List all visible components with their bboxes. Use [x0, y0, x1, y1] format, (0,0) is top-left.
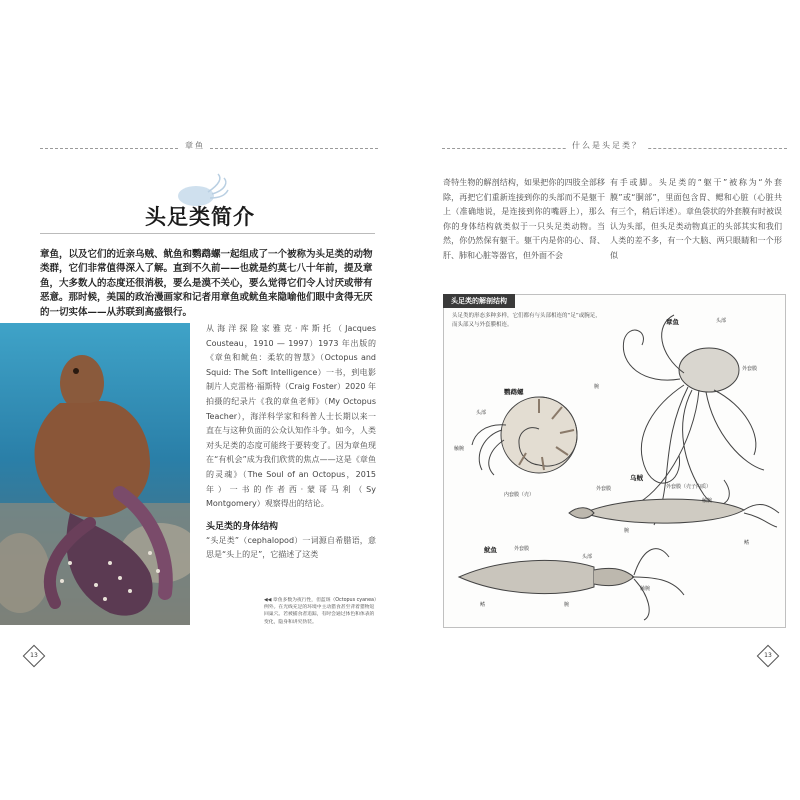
squid-label-fin: 鳍	[480, 602, 486, 608]
squid-label-tentacle: 触腕	[640, 586, 651, 592]
right-page	[400, 0, 800, 800]
octopus-name: 章鱼	[666, 318, 679, 326]
running-header: 章鱼	[180, 140, 210, 151]
octopus-label-arm: 腕	[594, 384, 600, 390]
photo-caption	[264, 597, 379, 626]
squid-name: 鱿鱼	[484, 546, 497, 554]
body-column-1: 奇特生物的解剖结构，如果把你的四肢全部移除，再把它们重新连接到你的头部而不是躯干上（准确地说，是连接到你的嘴唇上），那么你的身体结构就类似于一只头足类动物。当然，你仍然保有躯干。躯干内是你的心、肾、肝、肺和心脏等器官，但外面不会	[443, 178, 605, 260]
squid-label-head: 头部	[582, 554, 593, 560]
anatomy-diagram	[443, 294, 786, 628]
cuttlefish-label-6: 鳍	[744, 540, 750, 546]
page-title: 头足类简介	[145, 205, 255, 229]
caption-arrow-icon: ◀◀	[264, 598, 272, 603]
running-header: 什么是头足类？	[567, 140, 647, 151]
page-number-left: 13	[23, 645, 46, 668]
cuttlefish-drawing	[569, 499, 779, 527]
nautilus-label-head: 头部	[476, 410, 487, 416]
diagram-title: 头足类的解剖结构	[443, 294, 515, 308]
octopus-label-mantle: 外套膜	[742, 366, 758, 372]
anatomy-drawings	[444, 295, 785, 627]
body-column-2: 有手或脚。头足类的“躯干”被称为“外套膜”或“胴部”，里面包含胃、鳃和心脏（心脏共有三个，稍后详述）。章鱼袋状的外套膜有时被误认为头部，但头足类动物真正的头部其实和我们人类的差不多，有一个大脑、两只眼睛和一个形似	[610, 178, 782, 260]
cuttlefish-label-2: 内套膜（壳）	[504, 492, 535, 498]
octopus-label-head: 头部	[716, 318, 727, 324]
diagram-description: 头足类的形态多种多样，它们都有与头部相连的“足”或腕足，而头部又与外套膜相连。	[452, 313, 601, 328]
cuttlefish-name: 乌贼	[630, 474, 643, 482]
squid-drawing	[459, 549, 684, 620]
cuttlefish-label-4: 触腕	[702, 498, 713, 504]
squid-label-mantle: 外套膜	[514, 546, 530, 552]
nautilus-label-tentacle: 触腕	[454, 446, 465, 452]
page-number-right: 13	[757, 645, 780, 668]
section-subheading: 头足类的身体结构	[206, 521, 279, 532]
octopus-photo	[0, 323, 190, 625]
squid-label-arm: 腕	[564, 602, 570, 608]
cuttlefish-label-5: 腕	[624, 528, 630, 534]
body-column	[206, 322, 376, 563]
nautilus-name: 鹦鹉螺	[504, 388, 524, 396]
cuttlefish-label-3: 外套膜（壳子内质）	[666, 484, 712, 490]
body-paragraph-2: “头足类”（cephalopod）一词源自希腊语，意思是“头上的足”，它描述了这类	[206, 535, 376, 560]
cuttlefish-label-1: 外套膜	[596, 486, 612, 492]
octopus-drawing	[623, 315, 764, 525]
title-rule	[40, 233, 375, 234]
caption-text: 章鱼多数为夜行性，但蓝斑（Octopus cyanea）例外。在光线充足的环境中主动猎食甚至背着猎物返回巢穴。若被捕食者追踪，有时会通过体色和体表的变化，隐身和讲究伪装。	[264, 598, 379, 625]
body-paragraph: 从海洋探险家雅克·库斯托（Jacques Cousteau，1910 — 1997）1973 年出版的《章鱼和鱿鱼：柔软的智慧》（Octopus and Squid: The Soft Intelligence）一书，到电影制片人克雷格·福斯特（Craig Foster）2020 年拍摄的纪录片《我的章鱼老师》（My Octopus Teacher），海洋科学家和科普人士长期以来一直在与这种负面的公众认知作斗争。如今，人类对头足类的态度可能终于要转变了。因为章鱼现在“有机会”成为我们欣赏的焦点——这是《章鱼的灵魂》（The Soul of an Octopus，2015 年）一书的作者西·蒙哥马利（Sy Montgomery）观察得出的结论。	[206, 324, 376, 509]
intro-paragraph: 章鱼，以及它们的近亲乌贼、鱿鱼和鹦鹉螺一起组成了一个被称为头足类的动物类群，它们非常值得深入了解。直到不久前——也就是约莫七八十年前，提及章鱼，大多数人的态度还很消极，要么是漠不关心，要么觉得它们令人讨厌或带有恶意。那时候，美国的政治漫画家和记者用章鱼或鱿鱼来隐喻他们眼中贪得无厌的一切实体——从苏联到高盛银行。	[40, 249, 373, 318]
nautilus-drawing	[472, 397, 577, 475]
